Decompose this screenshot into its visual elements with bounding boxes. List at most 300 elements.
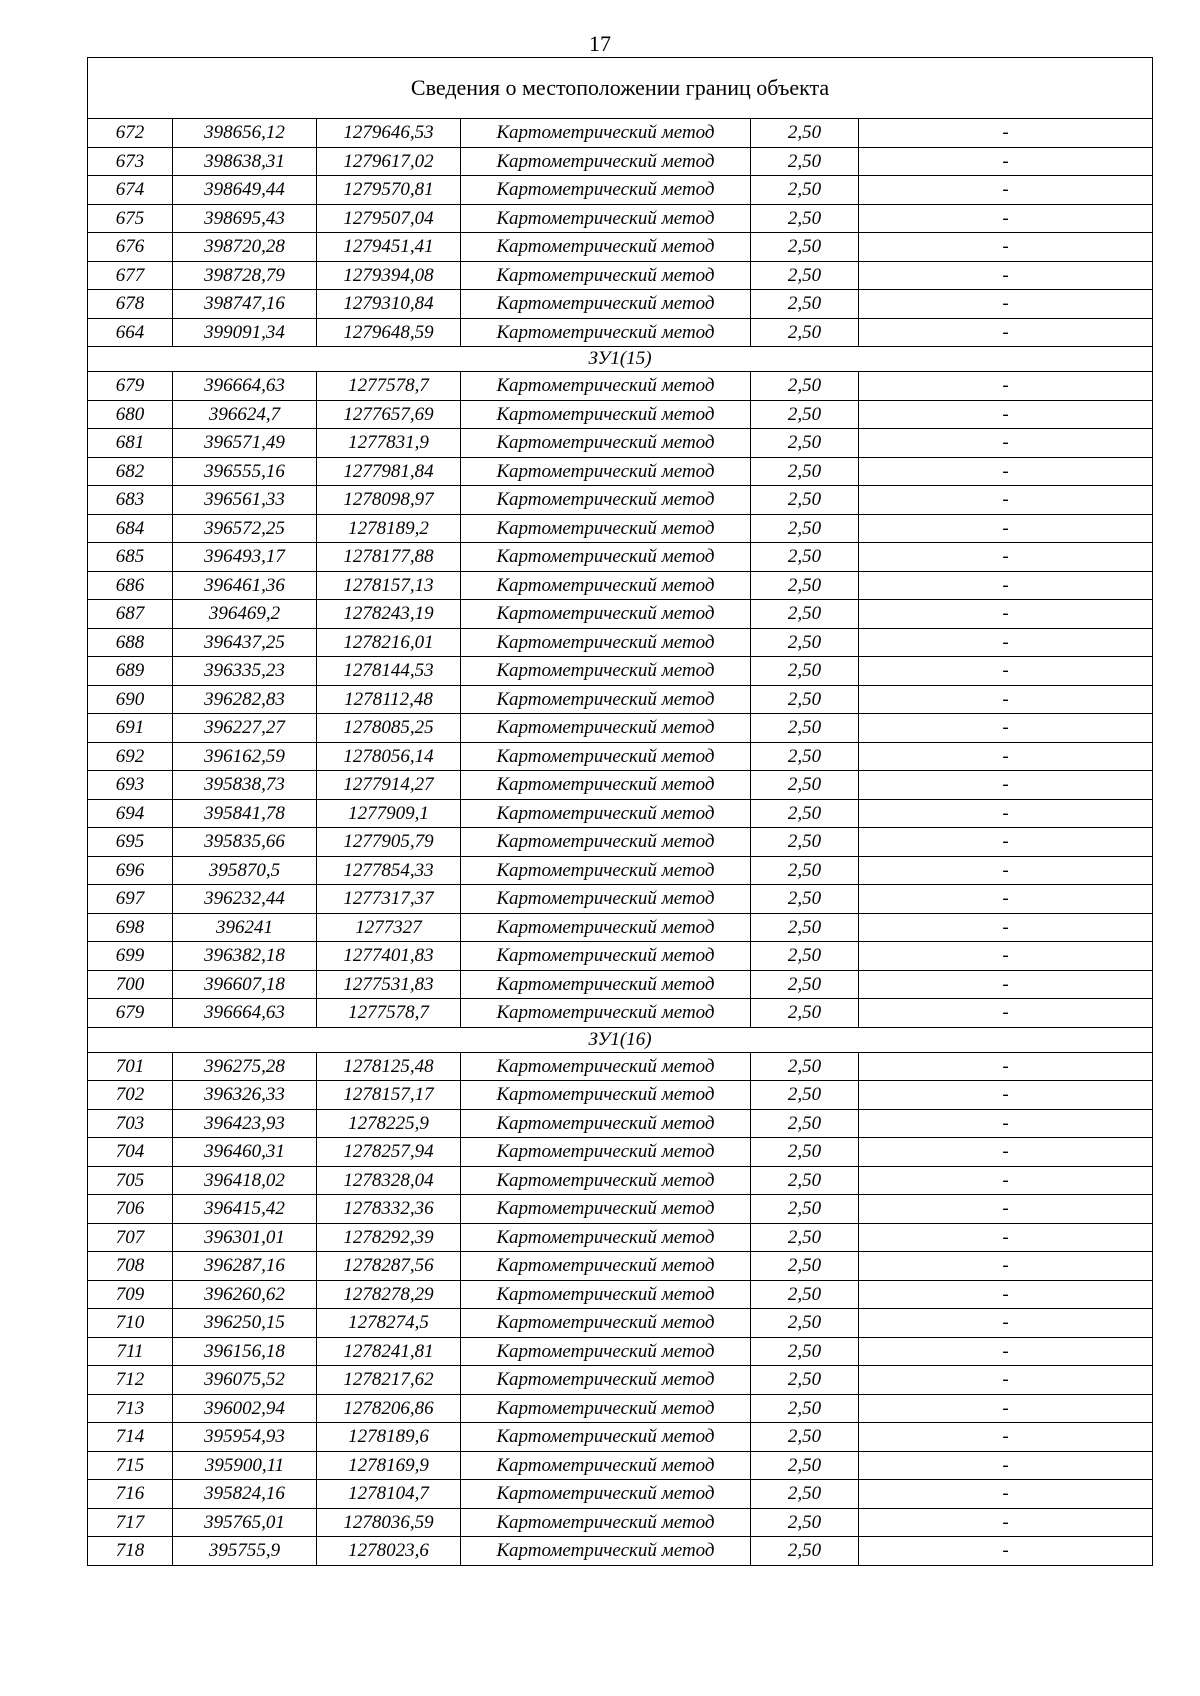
method-cell: Картометрический метод xyxy=(461,685,751,714)
x-coordinate-cell: 396282,83 xyxy=(173,685,317,714)
x-coordinate-cell: 396460,31 xyxy=(173,1138,317,1167)
accuracy-cell: 2,50 xyxy=(751,233,859,262)
method-cell: Картометрический метод xyxy=(461,290,751,319)
table-row xyxy=(88,942,1153,971)
y-coordinate-cell: 1279394,08 xyxy=(317,261,461,290)
table-row xyxy=(88,1394,1153,1423)
point-number-cell: 718 xyxy=(88,1537,173,1566)
section-header-row xyxy=(88,1027,1153,1052)
accuracy-cell: 2,50 xyxy=(751,1508,859,1537)
point-number-cell: 673 xyxy=(88,147,173,176)
x-coordinate-cell: 396624,7 xyxy=(173,400,317,429)
method-cell: Картометрический метод xyxy=(461,657,751,686)
accuracy-cell: 2,50 xyxy=(751,742,859,771)
x-coordinate-cell: 395954,93 xyxy=(173,1423,317,1452)
description-cell: - xyxy=(859,1480,1153,1509)
point-number-cell: 677 xyxy=(88,261,173,290)
point-number-cell: 710 xyxy=(88,1309,173,1338)
method-cell: Картометрический метод xyxy=(461,600,751,629)
x-coordinate-cell: 395870,5 xyxy=(173,856,317,885)
table-title: Сведения о местоположении границ объекта xyxy=(88,58,1153,119)
description-cell: - xyxy=(859,799,1153,828)
method-cell: Картометрический метод xyxy=(461,176,751,205)
accuracy-cell: 2,50 xyxy=(751,1223,859,1252)
y-coordinate-cell: 1278056,14 xyxy=(317,742,461,771)
method-cell: Картометрический метод xyxy=(461,714,751,743)
x-coordinate-cell: 395835,66 xyxy=(173,828,317,857)
method-cell: Картометрический метод xyxy=(461,261,751,290)
x-coordinate-cell: 396227,27 xyxy=(173,714,317,743)
description-cell: - xyxy=(859,657,1153,686)
x-coordinate-cell: 395765,01 xyxy=(173,1508,317,1537)
x-coordinate-cell: 396423,93 xyxy=(173,1109,317,1138)
point-number-cell: 694 xyxy=(88,799,173,828)
y-coordinate-cell: 1278157,17 xyxy=(317,1081,461,1110)
x-coordinate-cell: 396301,01 xyxy=(173,1223,317,1252)
accuracy-cell: 2,50 xyxy=(751,1480,859,1509)
description-cell: - xyxy=(859,1252,1153,1281)
y-coordinate-cell: 1279648,59 xyxy=(317,318,461,347)
table-row xyxy=(88,856,1153,885)
x-coordinate-cell: 396571,49 xyxy=(173,429,317,458)
y-coordinate-cell: 1278278,29 xyxy=(317,1280,461,1309)
description-cell: - xyxy=(859,1309,1153,1338)
x-coordinate-cell: 396241 xyxy=(173,913,317,942)
table-row xyxy=(88,1480,1153,1509)
point-number-cell: 675 xyxy=(88,204,173,233)
y-coordinate-cell: 1278144,53 xyxy=(317,657,461,686)
method-cell: Картометрический метод xyxy=(461,970,751,999)
page-number: 17 xyxy=(589,31,611,56)
method-cell: Картометрический метод xyxy=(461,1423,751,1452)
table-row xyxy=(88,176,1153,205)
method-cell: Картометрический метод xyxy=(461,828,751,857)
method-cell: Картометрический метод xyxy=(461,742,751,771)
accuracy-cell: 2,50 xyxy=(751,685,859,714)
method-cell: Картометрический метод xyxy=(461,372,751,401)
accuracy-cell: 2,50 xyxy=(751,999,859,1028)
description-cell: - xyxy=(859,885,1153,914)
table-row xyxy=(88,1109,1153,1138)
x-coordinate-cell: 396002,94 xyxy=(173,1394,317,1423)
description-cell: - xyxy=(859,457,1153,486)
method-cell: Картометрический метод xyxy=(461,1109,751,1138)
y-coordinate-cell: 1278274,5 xyxy=(317,1309,461,1338)
description-cell: - xyxy=(859,628,1153,657)
x-coordinate-cell: 396469,2 xyxy=(173,600,317,629)
accuracy-cell: 2,50 xyxy=(751,1280,859,1309)
y-coordinate-cell: 1277905,79 xyxy=(317,828,461,857)
table-row xyxy=(88,429,1153,458)
point-number-cell: 699 xyxy=(88,942,173,971)
description-cell: - xyxy=(859,1052,1153,1081)
y-coordinate-cell: 1278257,94 xyxy=(317,1138,461,1167)
description-cell: - xyxy=(859,1537,1153,1566)
y-coordinate-cell: 1277657,69 xyxy=(317,400,461,429)
description-cell: - xyxy=(859,543,1153,572)
point-number-cell: 686 xyxy=(88,571,173,600)
y-coordinate-cell: 1277578,7 xyxy=(317,999,461,1028)
description-cell: - xyxy=(859,942,1153,971)
description-cell: - xyxy=(859,1109,1153,1138)
accuracy-cell: 2,50 xyxy=(751,628,859,657)
method-cell: Картометрический метод xyxy=(461,233,751,262)
y-coordinate-cell: 1278241,81 xyxy=(317,1337,461,1366)
description-cell: - xyxy=(859,429,1153,458)
description-cell: - xyxy=(859,1508,1153,1537)
x-coordinate-cell: 395841,78 xyxy=(173,799,317,828)
accuracy-cell: 2,50 xyxy=(751,486,859,515)
x-coordinate-cell: 395755,9 xyxy=(173,1537,317,1566)
point-number-cell: 680 xyxy=(88,400,173,429)
method-cell: Картометрический метод xyxy=(461,1394,751,1423)
accuracy-cell: 2,50 xyxy=(751,1537,859,1566)
description-cell: - xyxy=(859,372,1153,401)
y-coordinate-cell: 1279617,02 xyxy=(317,147,461,176)
accuracy-cell: 2,50 xyxy=(751,147,859,176)
method-cell: Картометрический метод xyxy=(461,1166,751,1195)
method-cell: Картометрический метод xyxy=(461,400,751,429)
point-number-cell: 698 xyxy=(88,913,173,942)
method-cell: Картометрический метод xyxy=(461,1223,751,1252)
method-cell: Картометрический метод xyxy=(461,799,751,828)
point-number-cell: 689 xyxy=(88,657,173,686)
y-coordinate-cell: 1278036,59 xyxy=(317,1508,461,1537)
x-coordinate-cell: 398656,12 xyxy=(173,119,317,148)
table-row xyxy=(88,486,1153,515)
accuracy-cell: 2,50 xyxy=(751,1309,859,1338)
y-coordinate-cell: 1277317,37 xyxy=(317,885,461,914)
point-number-cell: 701 xyxy=(88,1052,173,1081)
accuracy-cell: 2,50 xyxy=(751,799,859,828)
description-cell: - xyxy=(859,514,1153,543)
table-row xyxy=(88,828,1153,857)
method-cell: Картометрический метод xyxy=(461,543,751,572)
table-row xyxy=(88,1252,1153,1281)
point-number-cell: 712 xyxy=(88,1366,173,1395)
description-cell: - xyxy=(859,771,1153,800)
table-row xyxy=(88,799,1153,828)
accuracy-cell: 2,50 xyxy=(751,942,859,971)
table-row xyxy=(88,147,1153,176)
table-row xyxy=(88,1423,1153,1452)
y-coordinate-cell: 1277327 xyxy=(317,913,461,942)
description-cell: - xyxy=(859,1394,1153,1423)
point-number-cell: 688 xyxy=(88,628,173,657)
point-number-cell: 715 xyxy=(88,1451,173,1480)
y-coordinate-cell: 1278125,48 xyxy=(317,1052,461,1081)
table-row xyxy=(88,1451,1153,1480)
method-cell: Картометрический метод xyxy=(461,1537,751,1566)
x-coordinate-cell: 396287,16 xyxy=(173,1252,317,1281)
point-number-cell: 690 xyxy=(88,685,173,714)
table-row xyxy=(88,742,1153,771)
y-coordinate-cell: 1277854,33 xyxy=(317,856,461,885)
point-number-cell: 685 xyxy=(88,543,173,572)
x-coordinate-cell: 399091,34 xyxy=(173,318,317,347)
x-coordinate-cell: 396572,25 xyxy=(173,514,317,543)
method-cell: Картометрический метод xyxy=(461,1366,751,1395)
point-number-cell: 682 xyxy=(88,457,173,486)
description-cell: - xyxy=(859,1081,1153,1110)
description-cell: - xyxy=(859,571,1153,600)
table-row xyxy=(88,628,1153,657)
table-row xyxy=(88,318,1153,347)
point-number-cell: 681 xyxy=(88,429,173,458)
accuracy-cell: 2,50 xyxy=(751,856,859,885)
accuracy-cell: 2,50 xyxy=(751,176,859,205)
x-coordinate-cell: 398720,28 xyxy=(173,233,317,262)
method-cell: Картометрический метод xyxy=(461,1337,751,1366)
x-coordinate-cell: 396156,18 xyxy=(173,1337,317,1366)
y-coordinate-cell: 1278243,19 xyxy=(317,600,461,629)
description-cell: - xyxy=(859,714,1153,743)
x-coordinate-cell: 396555,16 xyxy=(173,457,317,486)
accuracy-cell: 2,50 xyxy=(751,828,859,857)
accuracy-cell: 2,50 xyxy=(751,400,859,429)
point-number-cell: 700 xyxy=(88,970,173,999)
point-number-cell: 683 xyxy=(88,486,173,515)
y-coordinate-cell: 1277401,83 xyxy=(317,942,461,971)
accuracy-cell: 2,50 xyxy=(751,1366,859,1395)
x-coordinate-cell: 396664,63 xyxy=(173,372,317,401)
accuracy-cell: 2,50 xyxy=(751,429,859,458)
y-coordinate-cell: 1278206,86 xyxy=(317,1394,461,1423)
accuracy-cell: 2,50 xyxy=(751,543,859,572)
accuracy-cell: 2,50 xyxy=(751,913,859,942)
table-row xyxy=(88,543,1153,572)
accuracy-cell: 2,50 xyxy=(751,514,859,543)
table-row xyxy=(88,1052,1153,1081)
table-row xyxy=(88,1081,1153,1110)
table-row xyxy=(88,119,1153,148)
x-coordinate-cell: 395838,73 xyxy=(173,771,317,800)
point-number-cell: 687 xyxy=(88,600,173,629)
y-coordinate-cell: 1279646,53 xyxy=(317,119,461,148)
y-coordinate-cell: 1279451,41 xyxy=(317,233,461,262)
accuracy-cell: 2,50 xyxy=(751,1138,859,1167)
accuracy-cell: 2,50 xyxy=(751,600,859,629)
y-coordinate-cell: 1279570,81 xyxy=(317,176,461,205)
accuracy-cell: 2,50 xyxy=(751,1423,859,1452)
point-number-cell: 679 xyxy=(88,999,173,1028)
point-number-cell: 695 xyxy=(88,828,173,857)
x-coordinate-cell: 396275,28 xyxy=(173,1052,317,1081)
table-row xyxy=(88,1366,1153,1395)
x-coordinate-cell: 396162,59 xyxy=(173,742,317,771)
table-row xyxy=(88,1223,1153,1252)
table-row xyxy=(88,457,1153,486)
point-number-cell: 672 xyxy=(88,119,173,148)
description-cell: - xyxy=(859,999,1153,1028)
method-cell: Картометрический метод xyxy=(461,429,751,458)
point-number-cell: 703 xyxy=(88,1109,173,1138)
table-row xyxy=(88,685,1153,714)
x-coordinate-cell: 398695,43 xyxy=(173,204,317,233)
description-cell: - xyxy=(859,318,1153,347)
description-cell: - xyxy=(859,261,1153,290)
method-cell: Картометрический метод xyxy=(461,856,751,885)
y-coordinate-cell: 1278112,48 xyxy=(317,685,461,714)
table-row xyxy=(88,204,1153,233)
point-number-cell: 702 xyxy=(88,1081,173,1110)
y-coordinate-cell: 1279310,84 xyxy=(317,290,461,319)
x-coordinate-cell: 396664,63 xyxy=(173,999,317,1028)
table-row xyxy=(88,970,1153,999)
method-cell: Картометрический метод xyxy=(461,147,751,176)
table-row xyxy=(88,1337,1153,1366)
description-cell: - xyxy=(859,1337,1153,1366)
y-coordinate-cell: 1277981,84 xyxy=(317,457,461,486)
description-cell: - xyxy=(859,400,1153,429)
description-cell: - xyxy=(859,233,1153,262)
table-row xyxy=(88,1280,1153,1309)
method-cell: Картометрический метод xyxy=(461,486,751,515)
description-cell: - xyxy=(859,913,1153,942)
accuracy-cell: 2,50 xyxy=(751,885,859,914)
y-coordinate-cell: 1278177,88 xyxy=(317,543,461,572)
y-coordinate-cell: 1278098,97 xyxy=(317,486,461,515)
y-coordinate-cell: 1278023,6 xyxy=(317,1537,461,1566)
y-coordinate-cell: 1278217,62 xyxy=(317,1366,461,1395)
method-cell: Картометрический метод xyxy=(461,1252,751,1281)
description-cell: - xyxy=(859,1138,1153,1167)
x-coordinate-cell: 396437,25 xyxy=(173,628,317,657)
y-coordinate-cell: 1278225,9 xyxy=(317,1109,461,1138)
y-coordinate-cell: 1278332,36 xyxy=(317,1195,461,1224)
accuracy-cell: 2,50 xyxy=(751,571,859,600)
description-cell: - xyxy=(859,1166,1153,1195)
description-cell: - xyxy=(859,1223,1153,1252)
table-row xyxy=(88,1166,1153,1195)
description-cell: - xyxy=(859,600,1153,629)
x-coordinate-cell: 396326,33 xyxy=(173,1081,317,1110)
boundary-coordinates-table xyxy=(87,57,1153,1566)
accuracy-cell: 2,50 xyxy=(751,714,859,743)
description-cell: - xyxy=(859,1451,1153,1480)
point-number-cell: 676 xyxy=(88,233,173,262)
x-coordinate-cell: 398728,79 xyxy=(173,261,317,290)
description-cell: - xyxy=(859,176,1153,205)
x-coordinate-cell: 396335,23 xyxy=(173,657,317,686)
table-row xyxy=(88,1537,1153,1566)
method-cell: Картометрический метод xyxy=(461,1138,751,1167)
x-coordinate-cell: 395900,11 xyxy=(173,1451,317,1480)
accuracy-cell: 2,50 xyxy=(751,119,859,148)
y-coordinate-cell: 1278157,13 xyxy=(317,571,461,600)
x-coordinate-cell: 396260,62 xyxy=(173,1280,317,1309)
x-coordinate-cell: 396461,36 xyxy=(173,571,317,600)
y-coordinate-cell: 1278169,9 xyxy=(317,1451,461,1480)
point-number-cell: 705 xyxy=(88,1166,173,1195)
table-row xyxy=(88,1138,1153,1167)
description-cell: - xyxy=(859,204,1153,233)
point-number-cell: 684 xyxy=(88,514,173,543)
y-coordinate-cell: 1278328,04 xyxy=(317,1166,461,1195)
table-row xyxy=(88,514,1153,543)
accuracy-cell: 2,50 xyxy=(751,1052,859,1081)
y-coordinate-cell: 1278216,01 xyxy=(317,628,461,657)
x-coordinate-cell: 398649,44 xyxy=(173,176,317,205)
point-number-cell: 709 xyxy=(88,1280,173,1309)
table-row xyxy=(88,885,1153,914)
y-coordinate-cell: 1277578,7 xyxy=(317,372,461,401)
description-cell: - xyxy=(859,1195,1153,1224)
table-row xyxy=(88,1309,1153,1338)
table-row xyxy=(88,261,1153,290)
x-coordinate-cell: 396607,18 xyxy=(173,970,317,999)
accuracy-cell: 2,50 xyxy=(751,1081,859,1110)
description-cell: - xyxy=(859,119,1153,148)
method-cell: Картометрический метод xyxy=(461,628,751,657)
description-cell: - xyxy=(859,742,1153,771)
method-cell: Картометрический метод xyxy=(461,204,751,233)
method-cell: Картометрический метод xyxy=(461,1280,751,1309)
table-row xyxy=(88,657,1153,686)
point-number-cell: 704 xyxy=(88,1138,173,1167)
accuracy-cell: 2,50 xyxy=(751,318,859,347)
accuracy-cell: 2,50 xyxy=(751,1166,859,1195)
y-coordinate-cell: 1277831,9 xyxy=(317,429,461,458)
x-coordinate-cell: 396493,17 xyxy=(173,543,317,572)
y-coordinate-cell: 1278292,39 xyxy=(317,1223,461,1252)
table-row xyxy=(88,913,1153,942)
accuracy-cell: 2,50 xyxy=(751,1451,859,1480)
x-coordinate-cell: 398747,16 xyxy=(173,290,317,319)
table-row xyxy=(88,571,1153,600)
y-coordinate-cell: 1278104,7 xyxy=(317,1480,461,1509)
description-cell: - xyxy=(859,685,1153,714)
table-row xyxy=(88,233,1153,262)
method-cell: Картометрический метод xyxy=(461,913,751,942)
description-cell: - xyxy=(859,486,1153,515)
description-cell: - xyxy=(859,1366,1153,1395)
y-coordinate-cell: 1277909,1 xyxy=(317,799,461,828)
y-coordinate-cell: 1277914,27 xyxy=(317,771,461,800)
accuracy-cell: 2,50 xyxy=(751,457,859,486)
x-coordinate-cell: 396415,42 xyxy=(173,1195,317,1224)
point-number-cell: 696 xyxy=(88,856,173,885)
accuracy-cell: 2,50 xyxy=(751,261,859,290)
y-coordinate-cell: 1279507,04 xyxy=(317,204,461,233)
accuracy-cell: 2,50 xyxy=(751,1337,859,1366)
point-number-cell: 664 xyxy=(88,318,173,347)
point-number-cell: 697 xyxy=(88,885,173,914)
method-cell: Картометрический метод xyxy=(461,1052,751,1081)
table-row xyxy=(88,1508,1153,1537)
table-row xyxy=(88,771,1153,800)
x-coordinate-cell: 396561,33 xyxy=(173,486,317,515)
y-coordinate-cell: 1278189,6 xyxy=(317,1423,461,1452)
method-cell: Картометрический метод xyxy=(461,1081,751,1110)
method-cell: Картометрический метод xyxy=(461,571,751,600)
table-row xyxy=(88,400,1153,429)
point-number-cell: 713 xyxy=(88,1394,173,1423)
accuracy-cell: 2,50 xyxy=(751,970,859,999)
accuracy-cell: 2,50 xyxy=(751,1195,859,1224)
x-coordinate-cell: 396250,15 xyxy=(173,1309,317,1338)
accuracy-cell: 2,50 xyxy=(751,657,859,686)
accuracy-cell: 2,50 xyxy=(751,771,859,800)
table-row xyxy=(88,714,1153,743)
accuracy-cell: 2,50 xyxy=(751,1394,859,1423)
description-cell: - xyxy=(859,970,1153,999)
description-cell: - xyxy=(859,856,1153,885)
method-cell: Картометрический метод xyxy=(461,119,751,148)
point-number-cell: 692 xyxy=(88,742,173,771)
accuracy-cell: 2,50 xyxy=(751,372,859,401)
method-cell: Картометрический метод xyxy=(461,1195,751,1224)
